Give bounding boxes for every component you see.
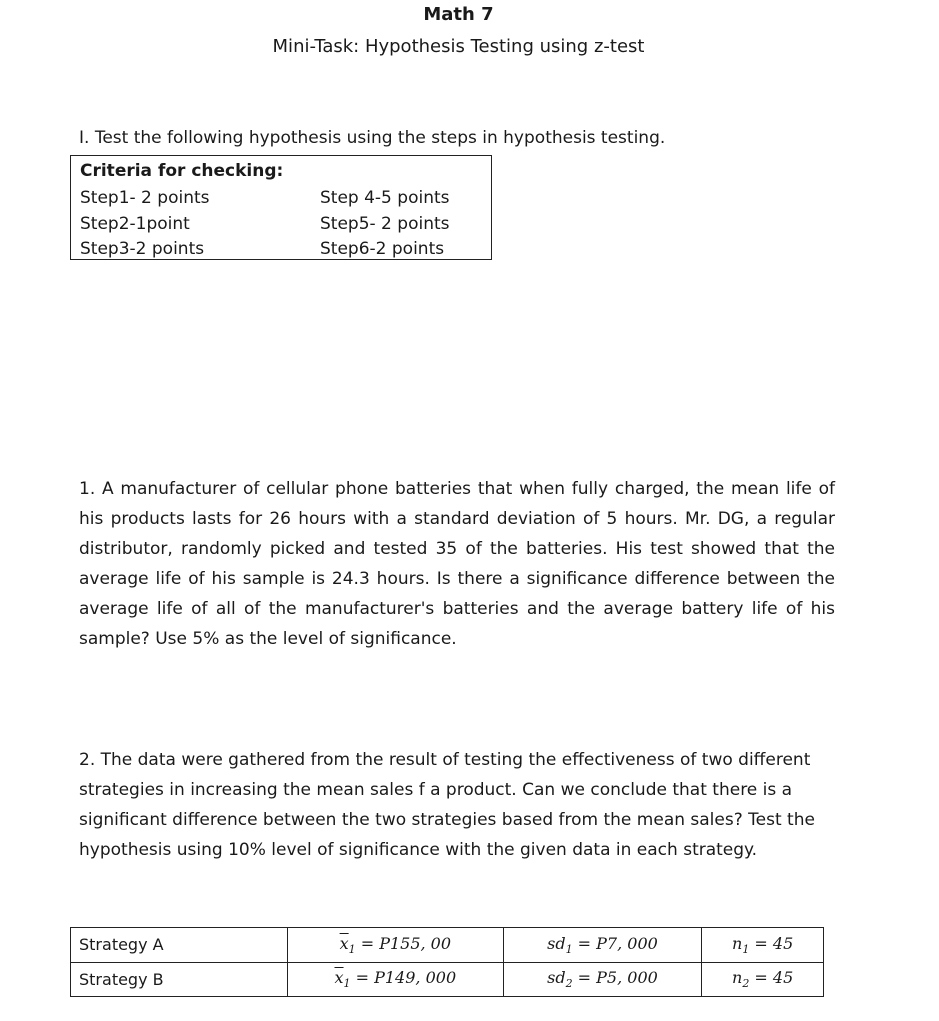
sd-cell: $sd_1 = P7$, 000 bbox=[503, 928, 702, 963]
problem-1: 1. A manufacturer of cellular phone batteries that when fully charged, the mean life of his products lasts for 26 hours with a standard deviation of 5 hours. Mr. DG, a regular distributor, randomly picked and tested 35 of the batteries. His test showed that the average life of his sample is 24.3 hours. Is there a significance difference between the average life of all of the manufacturer's batteries and the average battery life of his sample? Use 5% as the level of significance. bbox=[79, 479, 835, 649]
criteria-item: Step1- 2 points bbox=[80, 188, 210, 208]
criteria-item: Step3-2 points bbox=[80, 239, 205, 259]
sample-size-cell: $n_1 = 45$ bbox=[702, 928, 824, 963]
problem-2: 2. The data were gathered from the result of testing the effectiveness of two different strategies in increasing the mean sales f a product. Can we conclude that there is a significant difference between the two strategies based from the mean sales? Test the hypothesis using 10% level of significance with the given data in each strategy. bbox=[79, 750, 815, 860]
strategy-name: Strategy B bbox=[71, 962, 288, 997]
criteria-item: Step 4-5 points bbox=[320, 188, 450, 208]
criteria-heading: Criteria for checking: bbox=[80, 161, 284, 181]
document-subtitle: Mini-Task: Hypothesis Testing using z-test bbox=[272, 36, 645, 57]
strategy-data-table bbox=[70, 927, 824, 997]
instructions: I. Test the following hypothesis using the steps in hypothesis testing. bbox=[79, 128, 666, 148]
document-title: Math 7 bbox=[423, 4, 494, 25]
criteria-box bbox=[70, 155, 492, 260]
criteria-item: Step6-2 points bbox=[320, 239, 445, 259]
strategy-name: Strategy A bbox=[71, 928, 288, 963]
sd-cell: $sd_2 = P5$, 000 bbox=[503, 962, 702, 997]
table-row bbox=[71, 928, 824, 963]
table-row bbox=[71, 962, 824, 997]
mean-cell: $\overline{x}_1 = P155$, 00 bbox=[288, 928, 504, 963]
mean-cell: $\overline{x}_1 = P149$, 000 bbox=[288, 962, 504, 997]
criteria-item: Step5- 2 points bbox=[320, 214, 450, 234]
sample-size-cell: $n_2 = 45$ bbox=[702, 962, 824, 997]
criteria-item: Step2-1point bbox=[80, 214, 190, 234]
